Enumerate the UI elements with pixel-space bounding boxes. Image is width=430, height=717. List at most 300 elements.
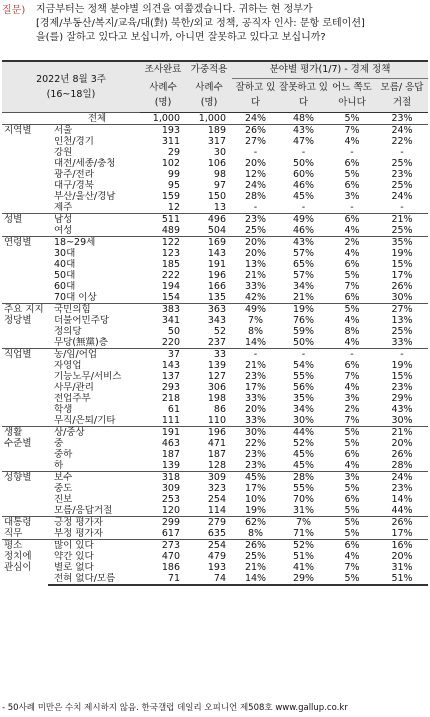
completed-count: 37	[140, 348, 186, 360]
row-label: 60대	[54, 280, 76, 292]
pct-neither: 5%	[328, 112, 376, 124]
table-row	[2, 213, 428, 225]
pct-neither: 5%	[328, 426, 376, 438]
pct-dontknow: 19%	[391, 247, 413, 259]
row-label: 국민의힘	[48, 303, 140, 315]
row-label: 18~29세	[48, 236, 140, 248]
row-label: 많이 있다	[48, 539, 140, 551]
pct-bad: 57%	[292, 269, 315, 281]
weighted-count: 30	[213, 146, 226, 158]
weighted-count: 504	[207, 224, 226, 236]
group-label: 직업별	[2, 348, 48, 426]
row-label: 부산/울산/경남	[54, 190, 116, 202]
pct-good: -	[253, 146, 258, 158]
pct-bad: 50%	[292, 157, 315, 169]
pct-neither: 4%	[344, 247, 360, 259]
pct-neither: 5%	[344, 269, 360, 281]
row-label: 보수	[48, 471, 140, 483]
group-label: 지역별	[2, 124, 48, 213]
pct-dontknow: 26%	[376, 516, 428, 528]
pct-bad: 55%	[292, 370, 315, 382]
pct-dontknow: 13%	[391, 314, 413, 326]
pct-bad: 49%	[279, 213, 328, 225]
row-label: 더불어민주당	[54, 314, 110, 326]
weighted-count: 254	[207, 493, 226, 505]
completed-count: 470	[161, 550, 180, 562]
pct-good: -	[232, 348, 279, 360]
weighted-count: 635	[207, 527, 226, 539]
table-row	[2, 505, 428, 517]
weighted-count: 193	[207, 561, 226, 573]
weighted-count: 471	[207, 437, 226, 449]
completed-count: 220	[161, 336, 180, 348]
weighted-count: 97	[213, 179, 226, 191]
pct-good: -	[253, 201, 258, 213]
question-line: [경제/부동산/복지/교육/대(對) 북한/외교 정책, 공직자 인사: 문항 로테이션]	[36, 18, 365, 29]
pct-bad: 70%	[292, 493, 315, 505]
weighted-count: 127	[207, 370, 226, 382]
row-label: 중하	[54, 448, 73, 460]
pct-good: 21%	[244, 359, 267, 371]
table-row	[2, 169, 428, 180]
completed-count: 29	[167, 146, 180, 158]
pct-dontknow: 23%	[391, 168, 413, 180]
table-row	[2, 426, 428, 438]
weighted-count: 279	[186, 516, 232, 528]
pct-neither: 6%	[344, 157, 360, 169]
table-row	[2, 180, 428, 191]
weighted-count: 98	[213, 168, 226, 180]
pct-dontknow: 21%	[376, 426, 428, 438]
pct-bad: 50%	[292, 336, 315, 348]
pct-neither: 5%	[344, 527, 360, 539]
question-line: 을(를) 잘하고 있다고 보십니까, 아니면 잘못하고 있다고 보십니까?	[36, 32, 326, 43]
weighted-count: 191	[207, 258, 226, 270]
period-dates: (16~18일)	[46, 88, 96, 100]
row-label: 학생	[54, 403, 73, 415]
pct-bad: 59%	[292, 325, 315, 337]
pct-neither: 5%	[328, 573, 376, 585]
question-line: 지금부터는 정책 분야별 의견을 여쭙겠습니다. 귀하는 현 정부가	[36, 4, 313, 15]
table-row	[2, 112, 428, 124]
completed-count: 122	[140, 236, 186, 248]
pct-bad: 43%	[279, 124, 328, 136]
weighted-count: 189	[186, 124, 232, 136]
col-neither: 어느 쪽도 아니다	[328, 78, 376, 112]
table-row	[2, 494, 428, 505]
row-label: 하	[54, 459, 64, 471]
pct-bad: 29%	[279, 573, 328, 585]
row-label: 대전/세종/충청	[54, 157, 116, 169]
pct-bad: 30%	[292, 414, 315, 426]
row-label: 약간 있다	[54, 550, 94, 562]
table-row	[2, 337, 428, 349]
pct-neither: 5%	[344, 437, 360, 449]
pct-good: 23%	[232, 213, 279, 225]
row-label: 부정 평가자	[54, 527, 103, 539]
pct-dontknow: 28%	[391, 459, 413, 471]
completed-header: 조사완료	[140, 61, 186, 78]
table-row	[2, 393, 428, 404]
completed-count: 309	[161, 482, 180, 494]
weighted-count: 139	[207, 359, 226, 371]
weighted-count: 343	[207, 314, 226, 326]
pct-bad: 46%	[292, 224, 315, 236]
completed-count: 159	[161, 190, 180, 202]
completed-count: 99	[167, 168, 180, 180]
group-label: 생활 수준별	[2, 426, 48, 471]
completed-count: 318	[140, 471, 186, 483]
weighted-count: 13	[213, 201, 226, 213]
completed-count: 222	[161, 269, 180, 281]
weighted-count: 496	[186, 213, 232, 225]
pct-neither: 3%	[328, 471, 376, 483]
weighted-count: 135	[207, 291, 226, 303]
pct-good: 42%	[244, 291, 267, 303]
pct-bad: 52%	[292, 437, 315, 449]
row-label: 무직/은퇴/기타	[54, 414, 116, 426]
weighted-count: 86	[213, 403, 226, 415]
pct-dontknow: 20%	[391, 437, 413, 449]
pct-dontknow: 21%	[376, 213, 428, 225]
pct-good: 26%	[232, 539, 279, 551]
completed-count: 111	[161, 414, 180, 426]
row-label: 전업주부	[54, 392, 91, 404]
pct-neither: 7%	[328, 124, 376, 136]
group-label: 주요 지지 정당별	[2, 303, 48, 348]
pct-neither: 8%	[344, 325, 360, 337]
row-label: 중	[54, 437, 64, 449]
pct-dontknow: 23%	[391, 381, 413, 393]
weighted-count: 237	[207, 336, 226, 348]
sample-label: 사례수	[149, 81, 177, 93]
pct-dontknow: 30%	[391, 414, 413, 426]
completed-count: 154	[161, 291, 180, 303]
question-label: 질문)	[2, 5, 26, 16]
table-row	[2, 326, 428, 337]
weighted-count: 33	[186, 348, 232, 360]
pct-dontknow: 25%	[391, 157, 413, 169]
question-text	[36, 3, 428, 45]
pct-bad: 46%	[292, 179, 315, 191]
table-row	[2, 449, 428, 460]
table-row	[2, 562, 428, 573]
pct-neither: -	[328, 348, 376, 360]
table-row	[2, 225, 428, 237]
pct-good: 30%	[232, 426, 279, 438]
pct-neither: 4%	[344, 135, 360, 147]
pct-neither: 3%	[344, 392, 360, 404]
table-row	[2, 292, 428, 304]
pct-good: 26%	[232, 124, 279, 136]
pct-bad: 48%	[279, 112, 328, 124]
pct-dontknow: 20%	[391, 550, 413, 562]
pct-good: 23%	[244, 459, 267, 471]
unit-label: (명)	[154, 96, 172, 108]
pct-neither: 5%	[328, 516, 376, 528]
pct-bad: 60%	[292, 168, 315, 180]
pct-bad: 21%	[292, 291, 315, 303]
pct-dontknow: 14%	[391, 493, 413, 505]
completed-count: 12	[167, 201, 180, 213]
pct-bad: -	[301, 146, 306, 158]
pct-good: 10%	[244, 493, 267, 505]
results-table	[2, 60, 428, 586]
pct-good: 45%	[232, 471, 279, 483]
table-row	[2, 415, 428, 427]
completed-count: 61	[167, 403, 180, 415]
pct-good: 49%	[232, 303, 279, 315]
table-row	[2, 202, 428, 214]
row-label: 서울	[48, 124, 140, 136]
table-row	[2, 136, 428, 147]
pct-good: 24%	[232, 112, 279, 124]
row-label: 40대	[54, 258, 76, 270]
col-bad: 잘못하고 있다	[279, 78, 328, 112]
pct-good: 22%	[244, 437, 267, 449]
completed-count: 311	[161, 135, 180, 147]
row-label: 30대	[54, 247, 76, 259]
pct-neither: 5%	[344, 504, 360, 516]
row-label: 사무/관리	[54, 381, 94, 393]
pct-bad: 54%	[292, 359, 315, 371]
completed-count: 299	[140, 516, 186, 528]
pct-dontknow: 26%	[391, 280, 413, 292]
weighted-count: 317	[207, 135, 226, 147]
table-row	[2, 270, 428, 281]
pct-good: 20%	[244, 247, 267, 259]
group-label: 성향별	[2, 471, 48, 516]
table-row	[2, 158, 428, 169]
completed-count: 187	[161, 448, 180, 460]
pct-bad: 28%	[279, 471, 328, 483]
completed-count: 186	[161, 561, 180, 573]
row-label: 상/중상	[48, 426, 140, 438]
table-row	[2, 124, 428, 136]
pct-bad: -	[279, 348, 328, 360]
pct-neither: 2%	[328, 236, 376, 248]
row-label: 제주	[54, 201, 73, 213]
row-label: 진보	[54, 493, 73, 505]
pct-dontknow: 25%	[391, 179, 413, 191]
completed-count: 1,000	[140, 112, 186, 124]
pct-bad: 56%	[292, 381, 315, 393]
weighted-count: 196	[207, 269, 226, 281]
pct-neither: 4%	[344, 336, 360, 348]
table-row	[2, 573, 428, 585]
pct-dontknow: -	[400, 201, 404, 213]
table-row	[2, 539, 428, 551]
pct-good: 13%	[244, 258, 267, 270]
weighted-count: 110	[207, 414, 226, 426]
row-label: 남성	[48, 213, 140, 225]
row-label: 강원	[54, 146, 73, 158]
pct-neither: 7%	[344, 280, 360, 292]
pct-neither: 6%	[344, 179, 360, 191]
pct-good: 23%	[244, 370, 267, 382]
pct-good: 14%	[232, 573, 279, 585]
evaluation-group-title: 분야별 평가(1/7) - 경제 정책	[232, 61, 428, 78]
pct-dontknow: 16%	[376, 539, 428, 551]
weighted-count: 306	[207, 381, 226, 393]
pct-neither: 5%	[344, 168, 360, 180]
pct-dontknow: 19%	[391, 359, 413, 371]
pct-neither: 6%	[328, 213, 376, 225]
pct-bad: 44%	[279, 426, 328, 438]
weighted-sample-header	[186, 78, 232, 112]
table-row	[2, 438, 428, 449]
row-label: 무당(無黨)층	[54, 336, 108, 348]
row-label: 중도	[54, 482, 73, 494]
table-row	[2, 516, 428, 528]
completed-count: 617	[161, 527, 180, 539]
pct-bad: 34%	[292, 280, 315, 292]
completed-count: 218	[161, 392, 180, 404]
pct-bad: 7%	[279, 516, 328, 528]
pct-good: 8%	[247, 325, 264, 337]
table-row	[2, 382, 428, 393]
pct-bad: 45%	[292, 190, 315, 202]
completed-count: 50	[167, 325, 180, 337]
pct-good: 33%	[244, 414, 267, 426]
row-label: 70대 이상	[54, 291, 97, 303]
pct-good: 62%	[232, 516, 279, 528]
row-label: 전체	[48, 112, 140, 124]
table-row	[2, 147, 428, 158]
pct-dontknow: 17%	[391, 269, 413, 281]
weighted-count: 363	[186, 303, 232, 315]
pct-dontknow: 30%	[391, 291, 413, 303]
group-label: 연령별	[2, 236, 48, 303]
pct-dontknow: 24%	[391, 190, 413, 202]
weighted-count: 106	[207, 157, 226, 169]
table-row	[2, 551, 428, 562]
pct-good: 20%	[244, 157, 267, 169]
weighted-count: 254	[186, 539, 232, 551]
pct-good: 20%	[232, 236, 279, 248]
row-label: 광주/전라	[54, 168, 94, 180]
pct-dontknow: -	[376, 348, 428, 360]
pct-good: 27%	[244, 135, 267, 147]
row-label: 별로 없다	[54, 561, 94, 573]
pct-dontknow: 23%	[391, 482, 413, 494]
pct-dontknow: 25%	[391, 325, 413, 337]
row-label: 자영업	[54, 359, 82, 371]
pct-neither: 6%	[328, 539, 376, 551]
pct-neither: 3%	[344, 190, 360, 202]
pct-dontknow: 24%	[376, 124, 428, 136]
pct-bad: 52%	[279, 539, 328, 551]
col-dontknow: 모름/ 응답거절	[376, 78, 428, 112]
pct-good: 12%	[244, 168, 267, 180]
table-row	[2, 248, 428, 259]
pct-good: 21%	[244, 561, 267, 573]
weighted-count: 114	[207, 504, 226, 516]
pct-good: 14%	[244, 336, 267, 348]
pct-good: 33%	[244, 392, 267, 404]
pct-dontknow: 26%	[391, 448, 413, 460]
weighted-count: 52	[213, 325, 226, 337]
completed-count: 511	[140, 213, 186, 225]
weighted-count: 309	[186, 471, 232, 483]
row-label: 정의당	[54, 325, 82, 337]
table-row	[2, 303, 428, 315]
completed-count: 193	[140, 124, 186, 136]
completed-count: 191	[140, 426, 186, 438]
weighted-count: 128	[207, 459, 226, 471]
period-header	[2, 61, 140, 112]
pct-neither: 6%	[344, 359, 360, 371]
group-label	[2, 112, 48, 124]
pct-neither: 7%	[344, 370, 360, 382]
pct-bad: 47%	[292, 135, 315, 147]
row-label: 전혀 없다/모름	[48, 573, 140, 585]
completed-count: 194	[161, 280, 180, 292]
table-row	[2, 471, 428, 483]
table-row	[2, 281, 428, 292]
completed-count: 293	[161, 381, 180, 393]
weighted-header: 가중적용	[186, 61, 232, 78]
group-label: 평소 정치에 관심이	[2, 539, 48, 585]
pct-neither: -	[350, 201, 354, 213]
pct-good: 17%	[244, 482, 267, 494]
pct-neither: 6%	[344, 291, 360, 303]
pct-bad: 31%	[292, 504, 315, 516]
row-label: 기능노무/서비스	[54, 370, 122, 382]
question-block	[0, 0, 430, 58]
pct-bad: 55%	[292, 482, 315, 494]
row-label: 농/임/어업	[48, 348, 140, 360]
pct-neither: 2%	[344, 403, 360, 415]
table-row	[2, 259, 428, 270]
weighted-count: 166	[207, 280, 226, 292]
pct-good: 28%	[244, 190, 267, 202]
completed-count: 71	[140, 573, 186, 585]
sample-label: 사례수	[195, 81, 223, 93]
group-label: 성별	[2, 213, 48, 236]
pct-good: 20%	[244, 403, 267, 415]
table-row	[2, 483, 428, 494]
row-label: 긍정 평가자	[48, 516, 140, 528]
table-row	[2, 315, 428, 326]
completed-count: 489	[161, 224, 180, 236]
pct-neither: 7%	[344, 561, 360, 573]
pct-bad: 43%	[279, 236, 328, 248]
pct-dontknow: 44%	[391, 504, 413, 516]
weighted-count: 187	[207, 448, 226, 460]
pct-dontknow: 25%	[391, 224, 413, 236]
pct-good: 21%	[244, 269, 267, 281]
pct-bad: 19%	[279, 303, 328, 315]
pct-neither: 4%	[344, 381, 360, 393]
pct-neither: 6%	[344, 448, 360, 460]
pct-dontknow: 35%	[376, 236, 428, 248]
table-row	[2, 404, 428, 415]
row-label: 50대	[54, 269, 76, 281]
pct-bad: 51%	[292, 550, 315, 562]
completed-count: 273	[140, 539, 186, 551]
pct-bad: 57%	[292, 247, 315, 259]
table-row	[2, 360, 428, 371]
pct-good: 7%	[247, 314, 264, 326]
unit-label: (명)	[200, 96, 218, 108]
pct-bad: 45%	[292, 448, 315, 460]
pct-dontknow: 22%	[391, 135, 413, 147]
table-row	[2, 236, 428, 248]
pct-dontknow: 51%	[376, 573, 428, 585]
pct-good: 25%	[244, 224, 267, 236]
weighted-count: 479	[207, 550, 226, 562]
